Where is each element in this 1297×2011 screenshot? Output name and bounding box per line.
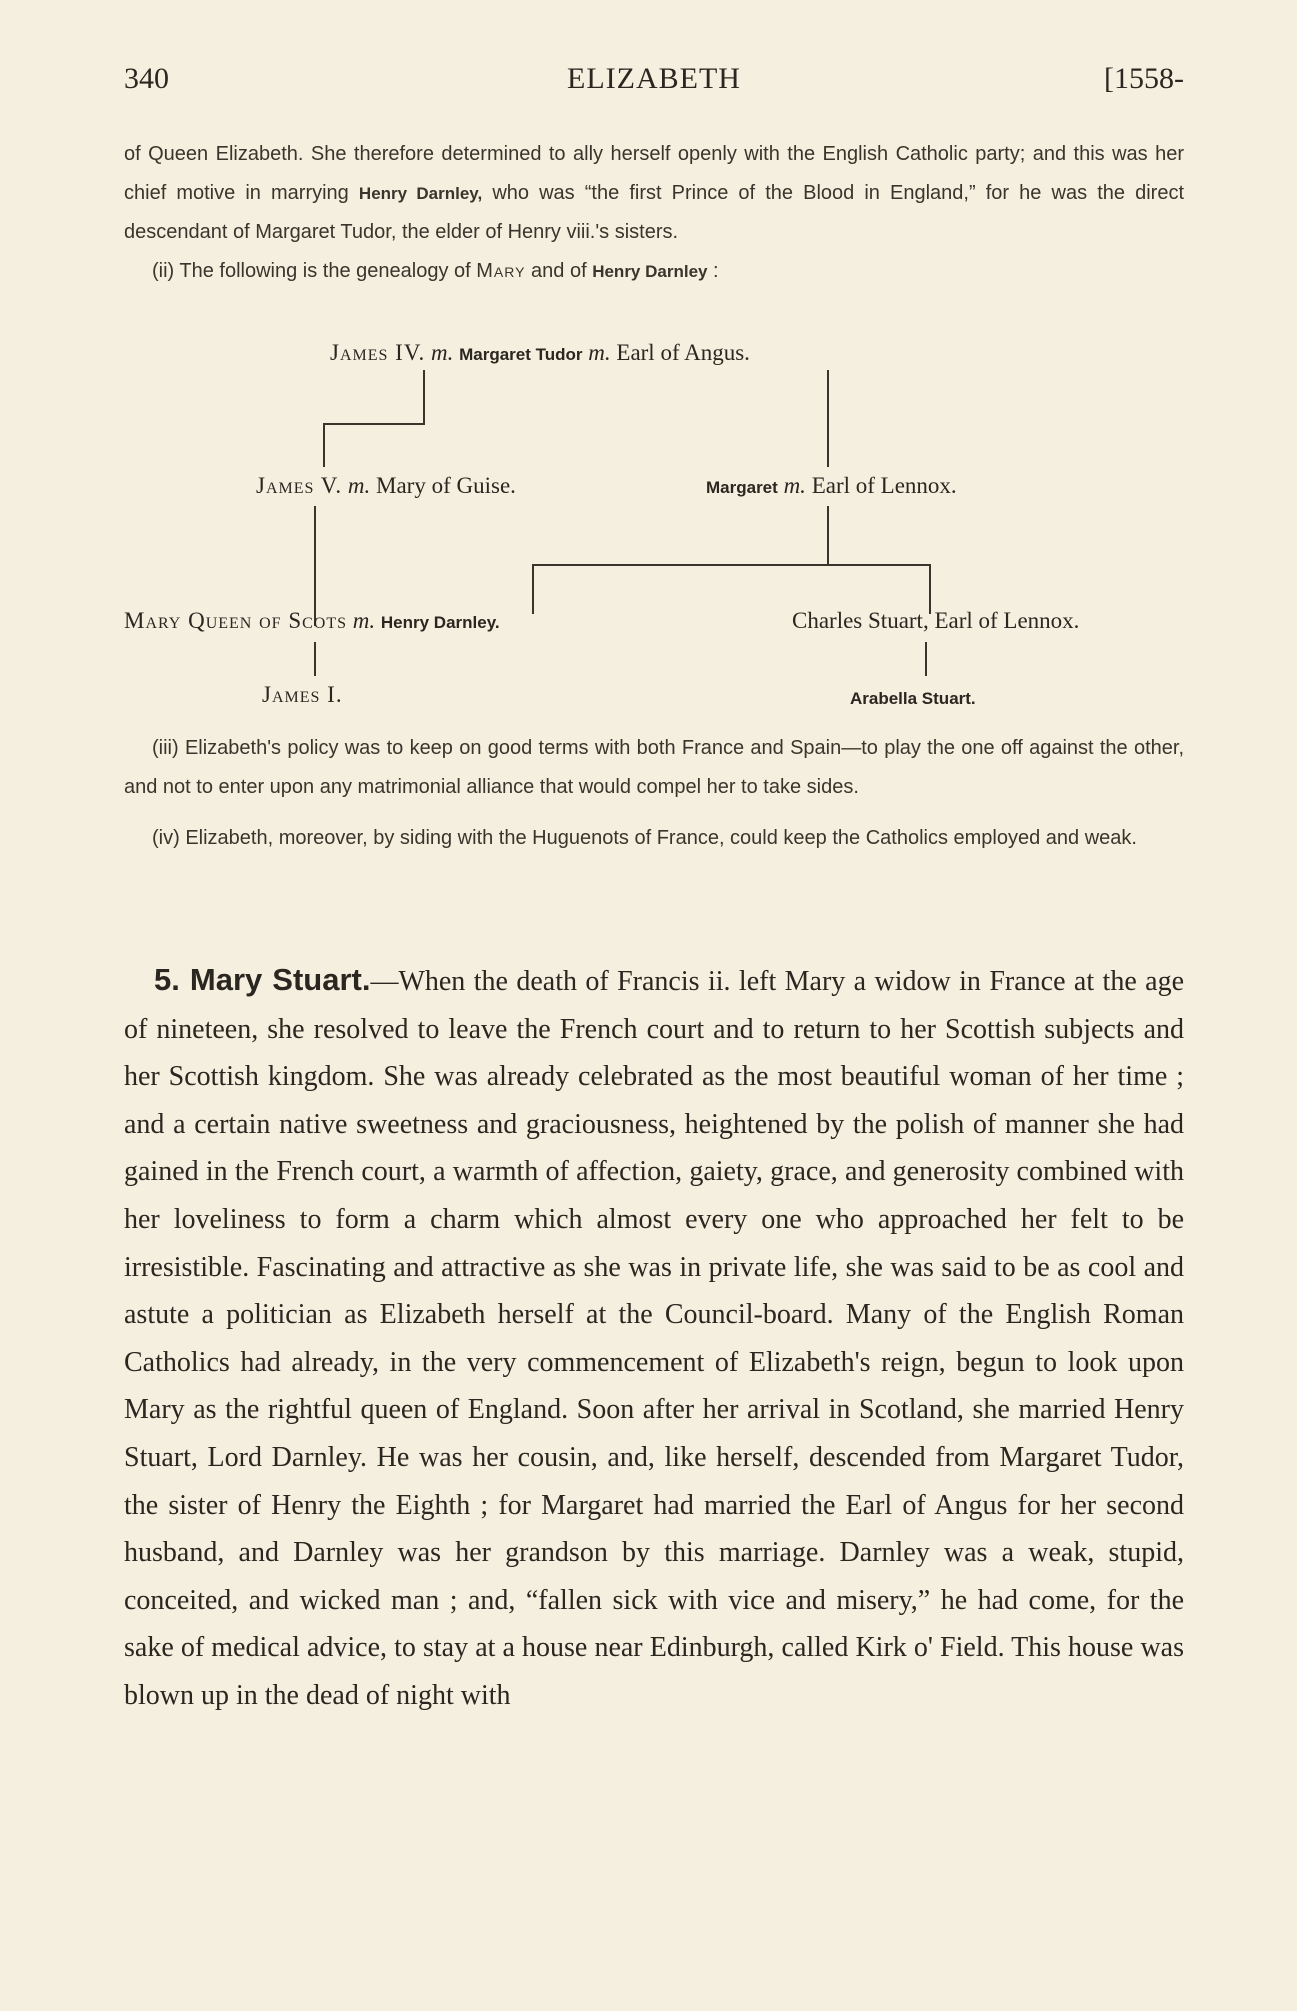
tree-line — [532, 564, 534, 614]
intro-paragraph-2: (ii) The following is the genealogy of Mary and of Henry Darnley : — [152, 260, 719, 282]
tree-line — [314, 642, 316, 676]
note-iv: (iv) Elizabeth, moreover, by siding with the Huguenots of France, could keep the Catholics employed and weak. — [152, 827, 1137, 849]
intro-text — [124, 135, 1184, 291]
section-paragraph — [124, 956, 1184, 1720]
section-heading: 5. Mary Stuart. — [154, 962, 371, 997]
genealogy-row-4-left: James I. — [262, 682, 343, 707]
running-title: ELIZABETH — [567, 62, 741, 95]
tree-line — [929, 564, 931, 614]
tree-line — [323, 423, 325, 467]
tree-line — [532, 564, 930, 566]
tree-line — [423, 370, 425, 425]
genealogy-row-1: James IV. m. Margaret Tudor m. Earl of Angus. — [330, 340, 750, 365]
tree-line — [925, 642, 927, 676]
genealogy-row-2-left: James V. m. Mary of Guise. — [256, 473, 516, 498]
running-header — [124, 62, 1184, 102]
note-iii: (iii) Elizabeth's policy was to keep on good terms with both France and Spain—to play the one off against the other, and not to enter upon any matrimonial alliance that would compel her to take sides. — [124, 737, 1184, 798]
genealogy-row-3-right: Charles Stuart, Earl of Lennox. — [792, 608, 1080, 633]
tree-line — [827, 370, 829, 467]
section-text: —When the death of Francis ii. left Mary a widow in France at the age of nineteen, she resolved to leave the French court and to return to her Scottish subjects and her Scottish kingdom. She was already celebrated as the most beautiful woman of her time ; and a certain native sweetness and graciousness, heightened by the polish of manner she had gained in the French court, a warmth of affection, gaiety, grace, and generosity combined with her loveliness to form a charm which almost every one who approached her felt to be irresistible. Fascinating and attractive as she was in private life, she was said to be as cool and astute a politician as Elizabeth herself at the Council-board. Many of the English Roman Catholics had already, in the very commencement of Elizabeth's reign, begun to look upon Mary as the rightful queen of England. Soon after her arrival in Scotland, she married Henry Stuart, Lord Darnley. He was her cousin, and, like herself, descended from Margaret Tudor, the sister of Henry the Eighth ; for Margaret had married the Earl of Angus for her second husband, and Darnley was her grandson by this marriage. Darnley was a weak, stupid, conceited, and wicked man ; and, “fallen sick with vice and misery,” he had come, for the sake of medical advice, to stay at a house near Edinburgh, called Kirk o' Field. This house was blown up in the dead of night with — [124, 966, 1185, 1711]
genealogy-row-4-right: Arabella Stuart. — [850, 689, 976, 708]
genealogy-row-3-left: Mary Queen of Scots m. Henry Darnley. — [124, 608, 500, 633]
notes — [124, 729, 1184, 858]
genealogy-tree — [124, 330, 1184, 710]
section-5 — [124, 956, 1184, 1720]
genealogy-row-2-right: Margaret m. Earl of Lennox. — [706, 473, 957, 498]
name-darnley: Henry Darnley, — [358, 184, 483, 203]
running-year: [1558- — [1104, 62, 1184, 95]
page-number: 340 — [124, 62, 169, 95]
tree-line — [827, 506, 829, 566]
tree-line — [323, 423, 425, 425]
intro-paragraph-1: of Queen Elizabeth. She therefore determined to ally herself openly with the English Catholic party; and this was her chief motive in marrying Henry Darnley, who was “the first Prince of the Blood in England,” for he was the direct descendant of Margaret Tudor, the elder of Henry viii.'s sisters. — [124, 143, 1184, 243]
